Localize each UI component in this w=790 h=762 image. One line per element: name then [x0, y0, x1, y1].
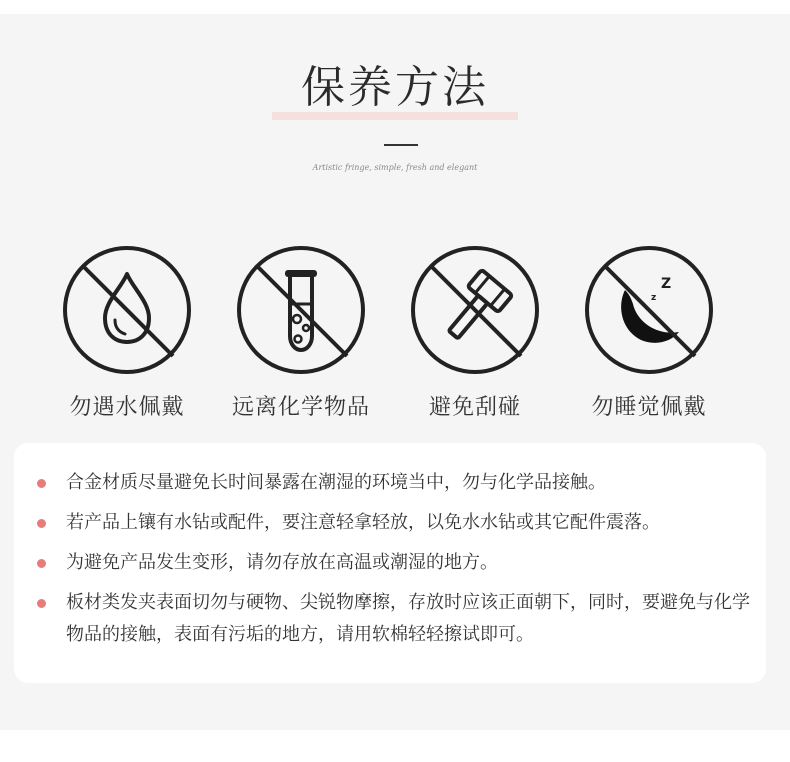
- icon-label-water: 勿遇水佩戴: [69, 395, 185, 420]
- icon-card-water: [37, 244, 217, 421]
- tip-text: 若产品上镶有水钻或配件，要注意轻拿轻放，以免水水钻或其它配件震落。: [66, 512, 660, 533]
- icon-label-scratch: 避免刮碰: [428, 395, 521, 420]
- care-tips-list: [14, 443, 766, 651]
- bullet-dot-icon: [37, 599, 46, 608]
- title-divider: [384, 144, 418, 146]
- bullet-dot-icon: [37, 479, 46, 488]
- no-sleep-icon: [583, 244, 715, 376]
- tip-text: 板材类发夹表面切勿与硬物、尖锐物摩擦，存放时应该正面朝下，同时，要避免与化学物品的接触，表面有污垢的地方，请用软棉轻轻擦试即可。: [66, 592, 750, 645]
- no-scratch-icon: [409, 244, 541, 376]
- page-title: 保养方法: [301, 62, 489, 113]
- svg-text:z: z: [651, 293, 657, 303]
- page-subtitle: Artistic fringe, simple, fresh and elegant: [312, 163, 478, 172]
- tip-text: 合金材质尽量避免长时间暴露在潮湿的环境当中，勿与化学品接触。: [66, 472, 606, 493]
- no-water-icon: [61, 244, 193, 376]
- tip-item: [14, 547, 766, 579]
- title-area: [0, 58, 790, 118]
- icon-card-sleep: [559, 244, 739, 421]
- care-tips-card: [14, 443, 766, 683]
- bullet-dot-icon: [37, 519, 46, 528]
- no-chemicals-icon: [235, 244, 367, 376]
- icon-label-sleep: 勿睡觉佩戴: [591, 395, 707, 420]
- tip-item: [14, 467, 766, 499]
- icon-card-scratch: [385, 244, 565, 421]
- care-icons: [0, 244, 790, 434]
- icon-label-chemicals: 远离化学物品: [231, 395, 370, 420]
- tip-item: [14, 587, 766, 651]
- bullet-dot-icon: [37, 559, 46, 568]
- icon-card-chemicals: [211, 244, 391, 421]
- svg-text:Z: Z: [661, 276, 672, 292]
- tip-text: 为避免产品发生变形，请勿存放在高温或潮湿的地方。: [66, 552, 498, 573]
- tip-item: [14, 507, 766, 539]
